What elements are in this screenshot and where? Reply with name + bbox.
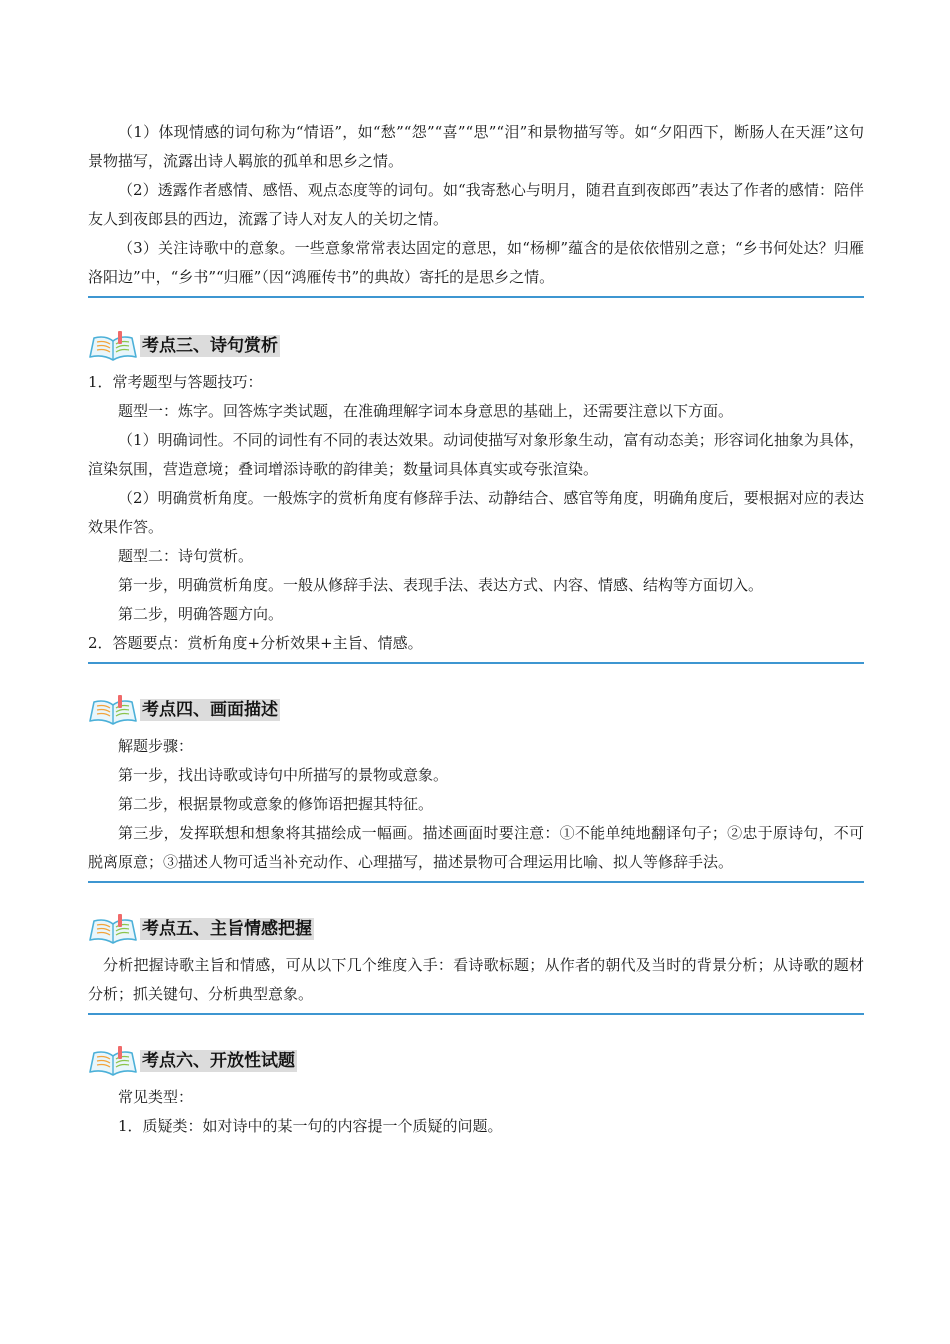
document-page (88, 118, 864, 1141)
intro-paragraph-1: （1）体现情感的词句称为“情语”，如“愁”“怨”“喜”“思”“泪”和景物描写等。如“夕阳西下，断肠人在天涯”这句景物描写，流露出诗人羁旅的孤单和思乡之情。 (88, 123, 865, 170)
intro-paragraph-2: （2）透露作者感情、感悟、观点态度等的词句。如“我寄愁心与明月，随君直到夜郎西”表达了作者的感情：陪伴友人到夜郎县的西边，流露了诗人对友人的关切之情。 (88, 181, 864, 228)
open-book-icon (88, 330, 138, 362)
paragraph: （1）明确词性。不同的词性有不同的表达效果。动词使描写对象形象生动，富有动态美；形容词化抽象为具体，渲染氛围，营造意境；叠词增添诗歌的韵律美；数量词具体真实或夸张渲染。 (88, 431, 864, 478)
open-book-icon (88, 1045, 138, 1077)
paragraph: （2）明确赏析角度。一般炼字的赏析角度有修辞手法、动静结合、感官等角度，明确角度后，要根据对应的表达效果作答。 (88, 489, 864, 536)
section-heading-3 (88, 326, 864, 366)
section-heading-5 (88, 909, 864, 949)
paragraph: 第一步，明确赏析角度。一般从修辞手法、表现手法、表达方式、内容、情感、结构等方面切入。 (118, 576, 764, 594)
paragraph: 解题步骤： (118, 737, 194, 755)
section-divider (88, 881, 864, 883)
paragraph: 第三步，发挥联想和想象将其描绘成一幅画。描述画面时要注意：①不能单纯地翻译句子；②忠于原诗句，不可脱离原意；③描述人物可适当补充动作、心理描写，描述景物可合理运用比喻、拟人等修辞手法。 (88, 824, 864, 871)
paragraph: 第二步，明确答题方向。 (118, 605, 284, 623)
intro-paragraph-3: （3）关注诗歌中的意象。一些意象常常表达固定的意思，如“杨柳”蕴含的是依依惜别之意；“乡书何处达？归雁洛阳边”中，“乡书”“归雁”（因“鸿雁传书”的典故）寄托的是思乡之情。 (88, 239, 864, 286)
section-title: 考点五、主旨情感把握 (142, 919, 312, 939)
paragraph: 2．答题要点：赏析角度+分析效果+主旨、情感。 (88, 634, 423, 652)
section-heading-4 (88, 690, 864, 730)
paragraph: 第二步，根据景物或意象的修饰语把握其特征。 (118, 795, 434, 813)
section-title: 考点三、诗句赏析 (142, 336, 278, 356)
section-divider (88, 296, 864, 298)
section-divider (88, 662, 864, 664)
paragraph: 1．质疑类：如对诗中的某一句的内容提一个质疑的问题。 (118, 1117, 503, 1135)
open-book-icon (88, 913, 138, 945)
paragraph: 常见类型： (118, 1088, 194, 1106)
paragraph: 分析把握诗歌主旨和情感，可从以下几个维度入手：看诗歌标题；从作者的朝代及当时的背景分析；从诗歌的题材分析；抓关键句、分析典型意象。 (88, 956, 864, 1003)
section-divider (88, 1013, 864, 1015)
open-book-icon (88, 694, 138, 726)
section-title: 考点四、画面描述 (142, 700, 278, 720)
paragraph: 1．常考题型与答题技巧： (88, 373, 263, 391)
paragraph: 第一步，找出诗歌或诗句中所描写的景物或意象。 (118, 766, 449, 784)
paragraph: 题型二：诗句赏析。 (118, 547, 254, 565)
paragraph: 题型一：炼字。回答炼字类试题，在准确理解字词本身意思的基础上，还需要注意以下方面。 (118, 402, 734, 420)
section-title: 考点六、开放性试题 (142, 1051, 295, 1071)
section-heading-6 (88, 1041, 864, 1081)
